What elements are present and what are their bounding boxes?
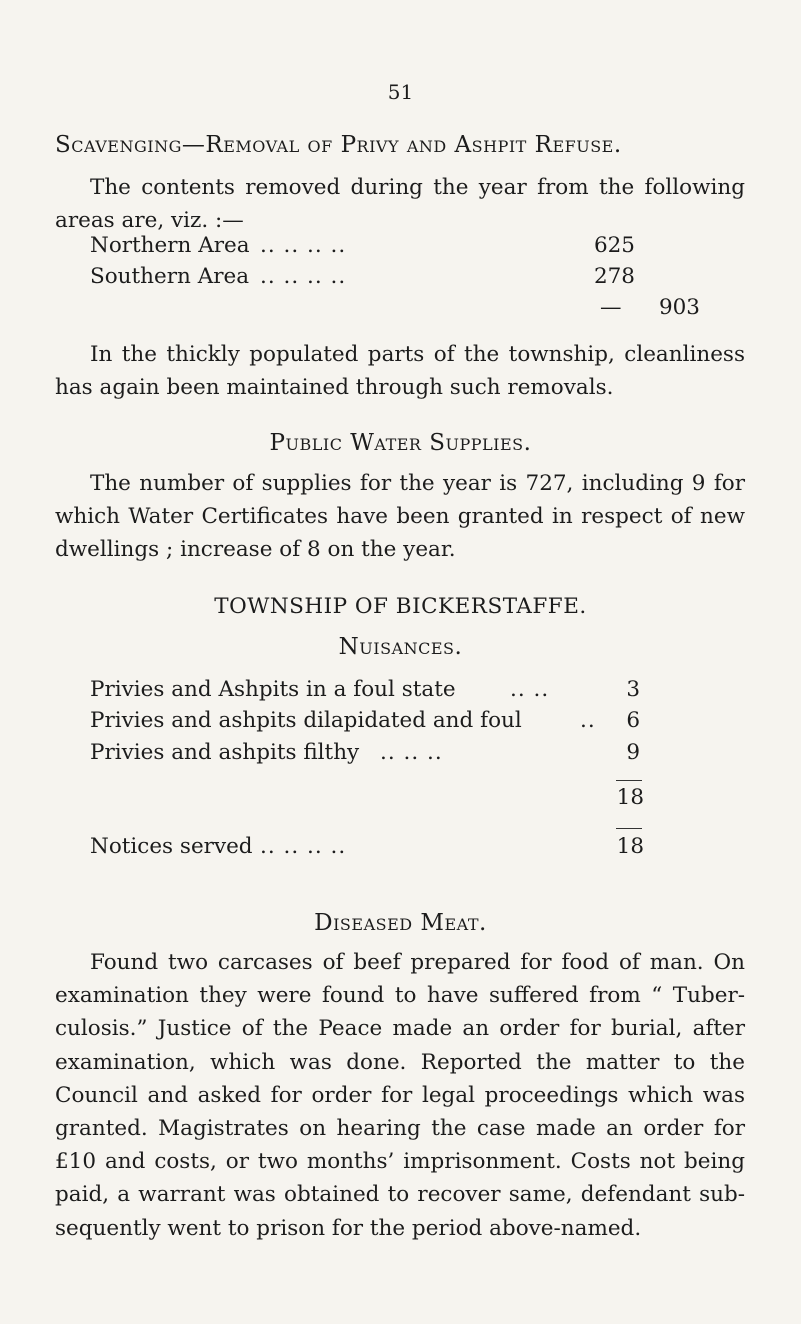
nuisance-row [90,677,690,707]
scavenging-total-row [590,295,750,325]
southern-area-row [90,264,690,294]
leader-dots: .. .. .. [380,740,443,765]
sum-rule [616,780,642,781]
nuisance-row [90,740,690,770]
nuisances-heading: Nuisances. [338,634,463,660]
leader-dots: .. .. .. .. [260,834,347,859]
total-value: 903 [658,295,700,320]
scavenging-intro: The contents removed during the year from the following areas are, viz. :— [55,175,745,234]
notices-row [90,834,690,864]
row-value: 625 [593,233,635,258]
leader-dots: .. .. [510,677,550,702]
row-value: 6 [626,708,640,733]
diseased-meat-paragraph: Found two carcases of beef prepared for food of man. On examination they were found to have suffered from “ Tuber-culosis.” Justice of the Peace made an order for burial, after examination, which was done. Reported the matter to the Council and asked for order for legal proceedings which was granted. Magistrates on hearing the case made an order for £10 and costs, or two months’ imprisonment. Costs not being paid, a warrant was obtained to recover same, defendant sub-sequently went to prison for the period above-named. [55,950,745,1241]
township-title: TOWNSHIP OF BICKERSTAFFE. [214,594,587,619]
leader-dots: .. [580,708,596,733]
row-value: 9 [626,740,640,765]
row-label: Notices served [90,834,253,859]
row-label: Privies and Ashpits in a foul state [90,677,456,702]
nuisance-row [90,708,690,738]
row-label: Southern Area [90,264,250,289]
row-value: 278 [593,264,635,289]
row-value: 3 [626,677,640,702]
row-label: Northern Area [90,233,250,258]
scavenging-heading: Scavenging—Removal of Privy and Ashpit Refuse. [55,132,622,158]
total-dash: — [600,295,622,320]
page-number: 51 [387,80,414,104]
sum-rule [616,828,642,829]
leader-dots: .. .. .. .. [260,264,347,289]
water-heading: Public Water Supplies. [269,430,532,456]
row-value: 18 [616,834,644,859]
scavenging-paragraph: In the thickly populated parts of the township, cleanliness has again been maintained through such removals. [55,342,745,401]
nuisances-total: 18 [616,785,644,810]
northern-area-row [90,233,690,263]
diseased-meat-heading: Diseased Meat. [314,910,487,936]
row-label: Privies and ashpits dilapidated and foul [90,708,522,733]
water-paragraph: The number of supplies for the year is 727, including 9 for which Water Certificates have been granted in respect of new dwellings ; increase of 8 on the year. [55,471,745,563]
row-label: Privies and ashpits filthy [90,740,360,765]
leader-dots: .. .. .. .. [260,233,347,258]
